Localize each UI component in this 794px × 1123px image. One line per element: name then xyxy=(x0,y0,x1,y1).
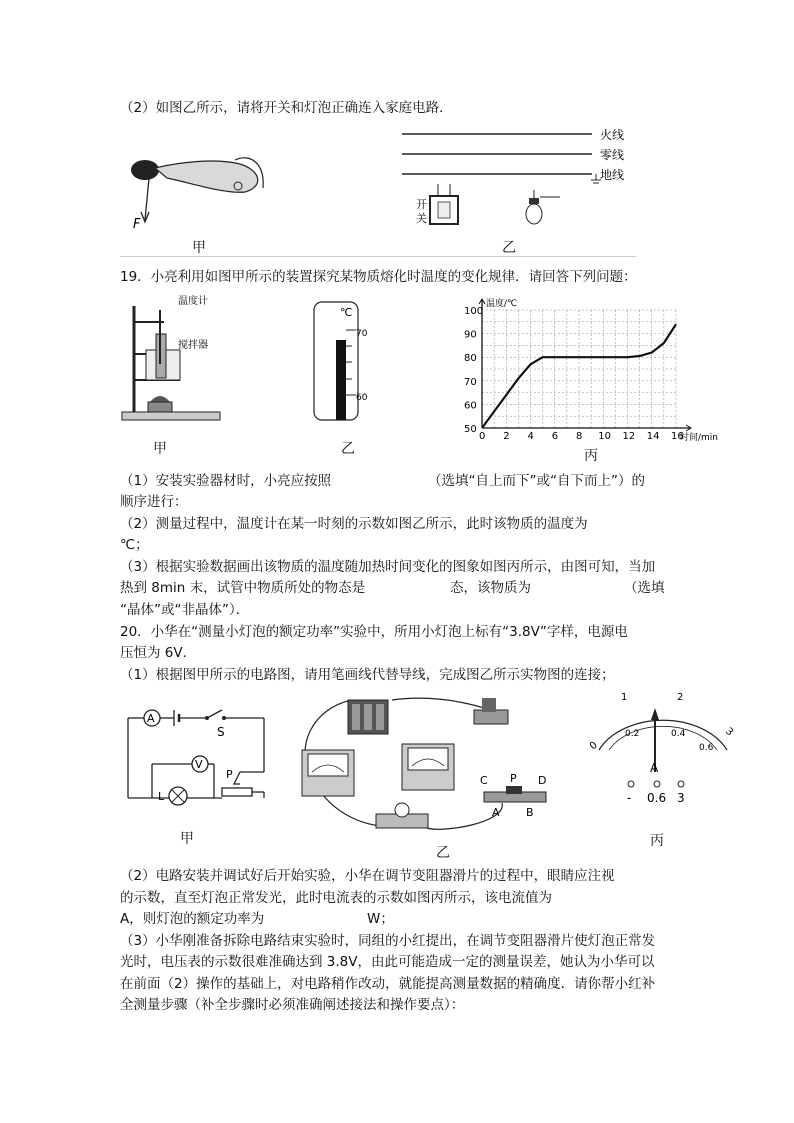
caption-18-jia: 甲 xyxy=(192,240,206,256)
chart-ylabel: 温度/℃ xyxy=(486,299,518,309)
chart-y-tick: 60 xyxy=(464,400,477,412)
chart-x-tick: 14 xyxy=(646,431,660,442)
rheostat-terminal-a: A xyxy=(492,806,500,819)
chart-x-tick: 4 xyxy=(527,431,534,442)
q19-p1-b: （选填“自上而下”或“自下而上”）的 xyxy=(428,473,645,489)
chart-x-tick: 8 xyxy=(576,431,583,442)
caption-20-bing: 丙 xyxy=(650,833,664,849)
circuit-schematic-figure xyxy=(122,700,272,814)
melting-apparatus-figure xyxy=(120,294,245,428)
caption-19-yi: 乙 xyxy=(341,441,355,457)
chart-y-tick: 80 xyxy=(464,353,477,365)
terminal-negative: - xyxy=(627,791,632,805)
q18-part2-text: （2）如图乙所示，请将开关和灯泡正确连入家庭电路． xyxy=(120,100,453,116)
chart-y-tick: 90 xyxy=(464,329,477,341)
small-scale-06: 0.6 xyxy=(699,743,714,753)
q20-p3-d: 全测量步骤（补全步骤时必须准确阐述接法和操作要点）： xyxy=(120,997,465,1013)
q20-stem-a: 20．小华在“测量小灯泡的额定功率”实验中，所用小灯泡上标有“3.8V”字样，电源电 xyxy=(120,624,628,640)
chart-y-tick: 70 xyxy=(464,376,477,388)
thermometer-scale-figure xyxy=(310,300,380,428)
chart-y-tick: 50 xyxy=(464,424,477,435)
q20-p2-d: W； xyxy=(367,911,394,927)
terminal-3: 3 xyxy=(677,791,685,805)
thermometer-unit: ℃ xyxy=(340,306,353,319)
q19-p1-a: （1）安装实验器材时，小亮应按照 xyxy=(120,473,332,489)
arm-lever-figure xyxy=(125,148,270,237)
q19-p1-c: 顺序进行： xyxy=(120,494,188,510)
dial-unit: A xyxy=(650,761,659,775)
caption-20-jia: 甲 xyxy=(180,831,194,847)
wire-live-label: 火线 xyxy=(600,128,625,142)
q20-p3-b: 光时，电压表的示数很难准确达到 3.8V，由此可能造成一定的测量误差，她认为小华可以 xyxy=(120,954,655,970)
big-scale-0: 0 xyxy=(587,739,600,753)
wire-ground-label: 地线 xyxy=(600,168,625,182)
chart-y-tick: 100 xyxy=(464,306,484,317)
caption-18-yi: 乙 xyxy=(502,240,516,256)
q20-p1: （1）根据图甲所示的电路图，请用笔画线代替导线，完成图乙所示实物图的连接； xyxy=(120,667,615,683)
q20-stem-b: 压恒为 6V． xyxy=(120,645,197,661)
chart-x-tick: 16 xyxy=(671,431,684,442)
slider-symbol: P xyxy=(226,768,233,781)
q19-p3-a: （3）根据实验数据画出该物质的温度随加热时间变化的图象如图丙所示，由图可知，当加 xyxy=(120,559,656,575)
chart-x-tick: 6 xyxy=(551,431,559,442)
physical-circuit-figure xyxy=(292,688,562,842)
wire-neutral-label: 零线 xyxy=(600,148,625,162)
small-scale-02: 0.2 xyxy=(625,729,640,739)
caption-20-yi: 乙 xyxy=(436,845,450,861)
caption-19-bing: 丙 xyxy=(584,448,598,464)
q20-p2-c: A，则灯泡的额定功率为 xyxy=(120,911,265,927)
ammeter-symbol: A xyxy=(147,712,155,725)
q20-p2-b: 的示数，直至灯泡正常发光，此时电流表的示数如图丙所示，该电流值为 xyxy=(120,890,552,906)
rheostat-terminal-c: C xyxy=(480,774,488,787)
thermometer-tick-70: 70 xyxy=(356,329,368,339)
q19-p3-e: “晶体”或“非晶体”）． xyxy=(120,602,250,618)
chart-xlabel: 时间/min xyxy=(680,433,719,442)
household-circuit-figure xyxy=(400,122,640,236)
q20-p3-a: （3）小华刚准备拆除电路结束实验时，同组的小红提出，在调节变阻器滑片使灯泡正常发 xyxy=(120,933,656,949)
caption-19-jia: 甲 xyxy=(153,441,167,457)
thermometer-tick-60: 60 xyxy=(356,393,368,403)
rheostat-terminal-b: B xyxy=(526,806,534,819)
q19-stem: 19．小亮利用如图甲所示的装置探究某物质熔化时温度的变化规律．请回答下列问题： xyxy=(120,269,637,285)
q19-p3-c: 态，该物质为 xyxy=(450,580,531,596)
chart-x-tick: 10 xyxy=(598,431,611,442)
thermometer-label: 温度计 xyxy=(178,296,208,307)
lamp-symbol: L xyxy=(158,790,165,803)
big-scale-1: 1 xyxy=(621,692,628,703)
small-scale-04: 0.4 xyxy=(671,729,686,739)
q19-p3-d: （选填 xyxy=(624,580,665,596)
terminal-06: 0.6 xyxy=(647,791,667,805)
rheostat-terminal-p: P xyxy=(510,772,517,785)
temperature-time-chart xyxy=(462,294,724,446)
q20-p3-c: 在前面（2）操作的基础上，对电路稍作改动，就能提高测量数据的精确度．请你帮小红补 xyxy=(120,976,656,992)
voltmeter-symbol: V xyxy=(195,758,203,771)
force-label: F xyxy=(133,217,141,232)
switch-label-1: 开 xyxy=(416,198,427,211)
q19-p2-b: ℃； xyxy=(120,537,149,553)
big-scale-3: 3 xyxy=(723,725,736,739)
switch-symbol: S xyxy=(217,725,225,739)
rheostat-terminal-d: D xyxy=(538,774,547,787)
q20-p2-a: （2）电路安装并调试好后开始实验，小华在调节变阻器滑片的过程中，眼睛应注视 xyxy=(120,868,615,884)
switch-label-2: 关 xyxy=(416,212,427,225)
divider xyxy=(120,256,636,257)
chart-x-tick: 0 xyxy=(479,431,486,442)
q19-p3-b: 热到 8min 末，试管中物质所处的物态是 xyxy=(120,580,366,596)
chart-x-tick: 2 xyxy=(503,431,510,442)
ammeter-dial-figure xyxy=(585,688,745,812)
chart-x-tick: 12 xyxy=(622,431,636,442)
q19-p2-a: （2）测量过程中，温度计在某一时刻的示数如图乙所示，此时该物质的温度为 xyxy=(120,516,588,532)
stirrer-label: 搅拌器 xyxy=(178,340,208,351)
big-scale-2: 2 xyxy=(677,692,684,703)
